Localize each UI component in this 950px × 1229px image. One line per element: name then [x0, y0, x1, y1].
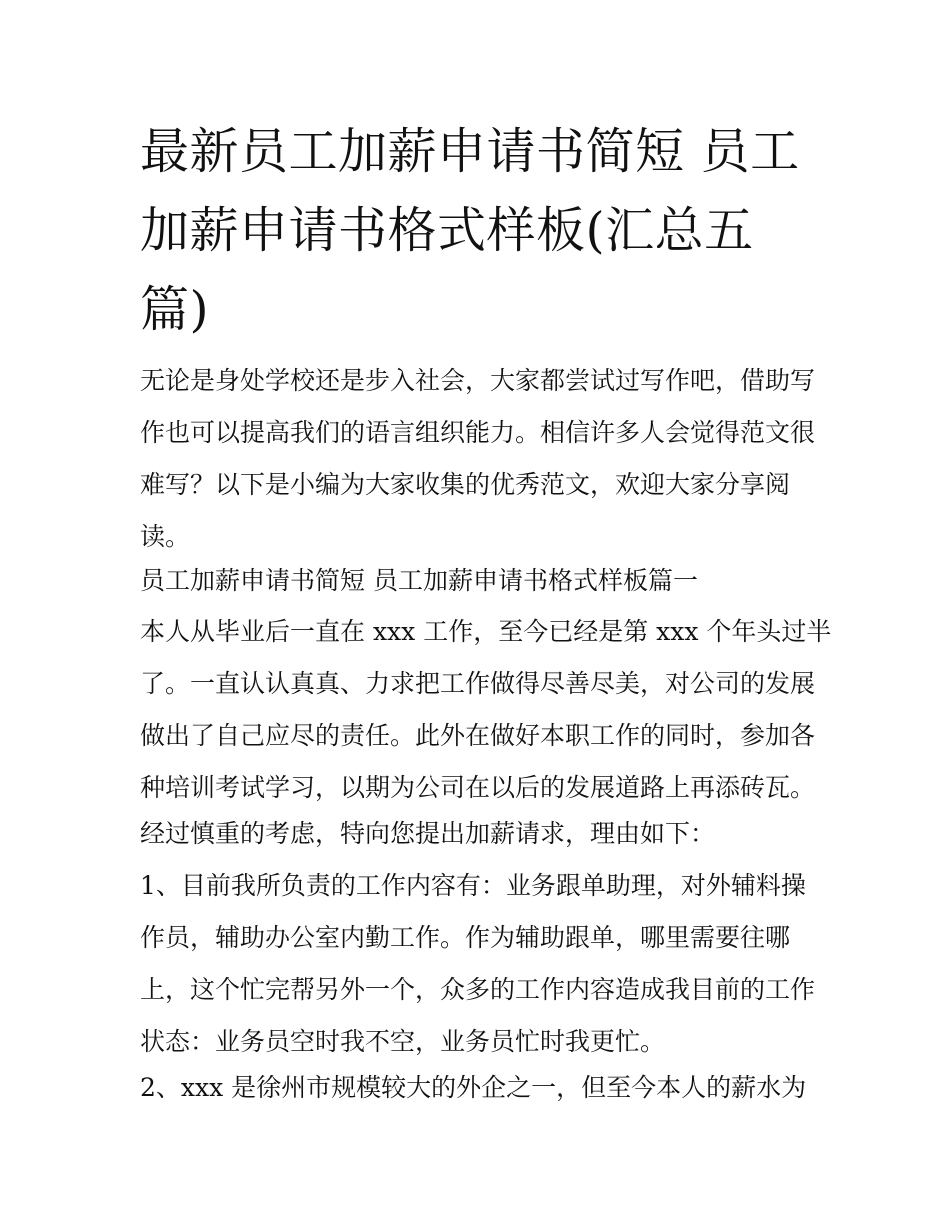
- text-line: 无论是身处学校还是步入社会，大家都尝试过写作吧，借助写: [140, 366, 816, 395]
- text-line: 2、xxx 是徐州市规模较大的外企之一，但至今本人的薪水为: [140, 1073, 807, 1102]
- text-line: 读。: [140, 522, 191, 551]
- title-line: 最新员工加薪申请书简短 员工: [140, 123, 800, 180]
- text-line: 了。一直认认真真、力求把工作做得尽善尽美，对公司的发展: [140, 669, 816, 698]
- body-paragraph-1: [140, 606, 840, 814]
- list-item-1: [140, 860, 840, 1068]
- text-line: 员工加薪申请书简短 员工加薪申请书格式样板篇一: [140, 566, 698, 595]
- list-item-2: [140, 1062, 840, 1114]
- text-line: 经过慎重的考虑，特向您提出加薪请求，理由如下：: [140, 819, 716, 848]
- body-paragraph-2: [140, 808, 840, 860]
- text-line: 本人从毕业后一直在 xxx 工作，至今已经是第 xxx 个年头过半: [140, 617, 832, 646]
- text-line: 难写？以下是小编为大家收集的优秀范文，欢迎大家分享阅: [140, 470, 791, 499]
- section-heading: [140, 555, 840, 607]
- text-line: 1、目前我所负责的工作内容有：业务跟单助理，对外辅料操: [140, 871, 806, 900]
- text-line: 做出了自己应尽的责任。此外在做好本职工作的同时，参加各: [140, 721, 816, 750]
- text-line: 作员，辅助办公室内勤工作。作为辅助跟单，哪里需要往哪: [140, 923, 791, 952]
- text-line: 种培训考试学习，以期为公司在以后的发展道路上再添砖瓦。: [140, 773, 816, 802]
- title-line: 篇): [140, 281, 210, 338]
- intro-paragraph: [140, 355, 840, 563]
- document-title: [140, 112, 830, 349]
- text-line: 上，这个忙完帮另外一个，众多的工作内容造成我目前的工作: [140, 975, 816, 1004]
- title-line: 加薪申请书格式样板(汇总五: [140, 202, 754, 259]
- text-line: 状态：业务员空时我不空，业务员忙时我更忙。: [140, 1027, 666, 1056]
- text-line: 作也可以提高我们的语言组织能力。相信许多人会觉得范文很: [140, 418, 816, 447]
